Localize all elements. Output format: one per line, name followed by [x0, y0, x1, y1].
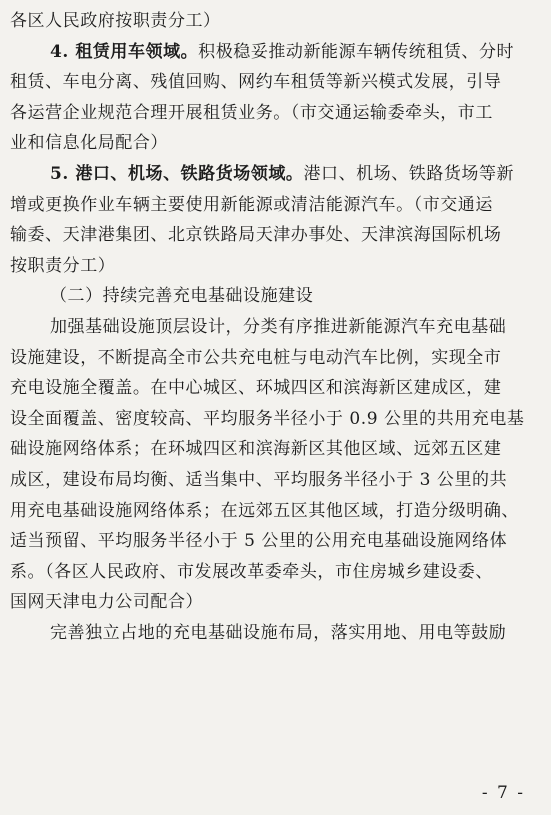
text-run: 业和信息化局配合） — [10, 133, 168, 154]
text-run: 设施建设，不断提高全市公共充电桩与电动汽车比例，实现全市 — [10, 347, 502, 368]
text-run: 设全面覆盖、密度较高、平均服务半径小于 0.9 公里的共用充电基 — [10, 408, 525, 429]
text-line — [10, 220, 539, 251]
text-run: 用充电基础设施网络体系；在远郊五区其他区域，打造分级明确、 — [10, 500, 519, 521]
text-run: 完善独立占地的充电基础设施布局，落实用地、用电等鼓励 — [50, 622, 507, 643]
text-run: 租赁、车电分离、残值回购、网约车租赁等新兴模式发展，引导 — [10, 72, 502, 93]
text-line — [10, 618, 539, 649]
text-line — [10, 312, 539, 343]
text-run: 港口、机场、铁路货场等新 — [303, 163, 515, 184]
text-line — [10, 465, 539, 496]
text-line — [10, 128, 539, 159]
text-line — [10, 98, 539, 129]
text-run: 国网天津电力公司配合） — [10, 592, 204, 613]
heading-run: 5. 港口、机场、铁路货场领域。 — [50, 163, 304, 184]
text-line — [10, 67, 539, 98]
text-line — [10, 587, 539, 618]
text-run: 系。（各区人民政府、市发展改革委牵头，市住房城乡建设委、 — [10, 561, 493, 582]
page-number: - 7 - — [481, 783, 525, 803]
text-run: 加强基础设施顶层设计，分类有序推进新能源汽车充电基础 — [50, 316, 507, 337]
text-line — [10, 404, 539, 435]
heading-run: 4. 租赁用车领域。 — [50, 41, 199, 62]
text-run: 各运营企业规范合理开展租赁业务。（市交通运输委牵头，市工 — [10, 102, 493, 123]
text-line — [10, 526, 539, 557]
text-line — [10, 251, 539, 282]
text-run: 适当预留、平均服务半径小于 5 公里的公用充电基础设施网络体 — [10, 531, 508, 552]
text-run: 充电设施全覆盖。在中心城区、环城四区和滨海新区建成区，建 — [10, 378, 502, 399]
text-run: 输委、天津港集团、北京铁路局天津办事处、天津滨海国际机场 — [10, 225, 502, 246]
text-line — [10, 190, 539, 221]
text-run: 增或更换作业车辆主要使用新能源或清洁能源汽车。（市交通运 — [10, 194, 493, 215]
text-line — [10, 434, 539, 465]
text-line — [10, 343, 539, 374]
text-line — [10, 557, 539, 588]
text-line — [10, 373, 539, 404]
text-run: 础设施网络体系；在环城四区和滨海新区其他区域、远郊五区建 — [10, 439, 502, 460]
section-heading-ports-airports — [10, 159, 539, 190]
text-run: 各区人民政府按职责分工） — [10, 11, 221, 31]
text-run: （二）持续完善充电基础设施建设 — [50, 286, 314, 307]
section-heading-charging-infrastructure — [10, 281, 539, 312]
text-line — [10, 496, 539, 527]
text-run: 按职责分工） — [10, 255, 116, 276]
text-run: 积极稳妥推动新能源车辆传统租赁、分时 — [198, 41, 515, 62]
text-line — [10, 6, 539, 37]
text-run: 成区，建设布局均衡、适当集中、平均服务半径小于 3 公里的共 — [10, 469, 508, 490]
section-heading-rental-vehicles — [10, 37, 539, 68]
